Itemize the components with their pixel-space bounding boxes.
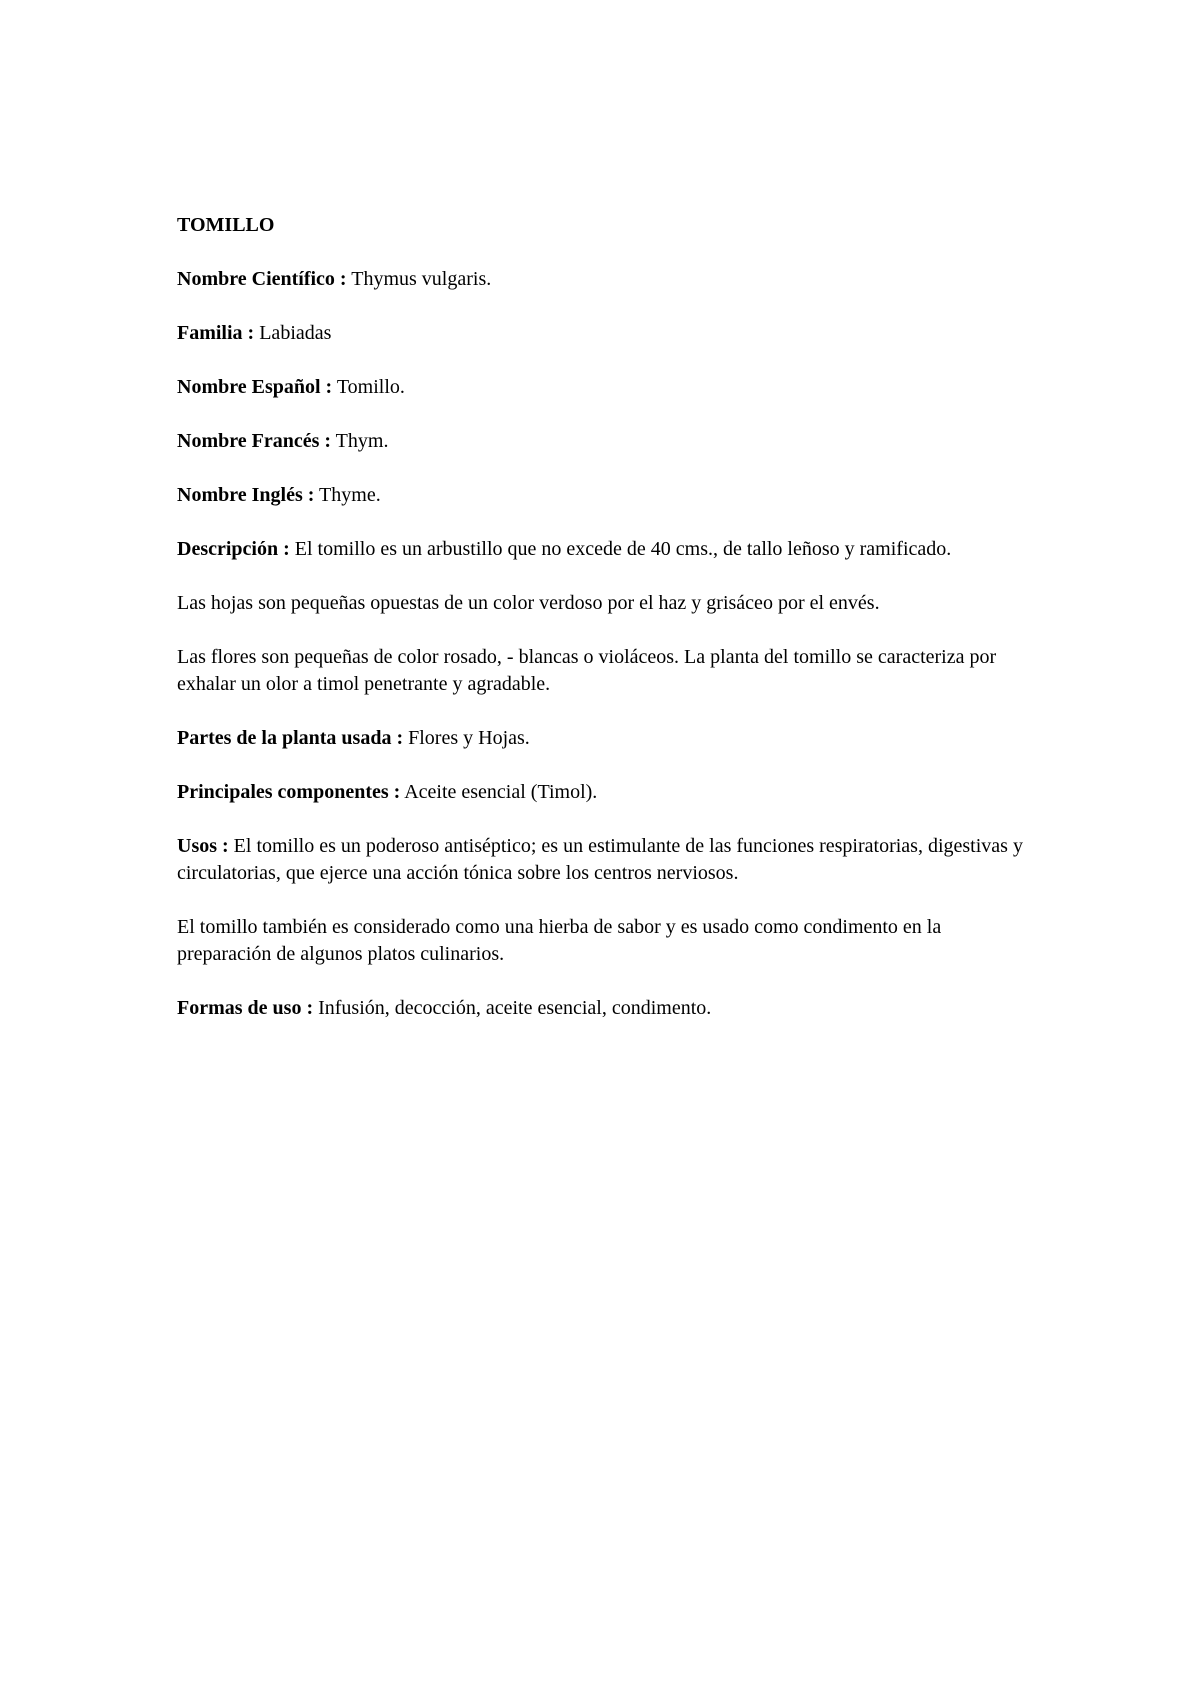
- field-label: Principales componentes :: [177, 781, 401, 803]
- field-parts-used: [177, 725, 1037, 752]
- field-value: Labiadas: [254, 322, 332, 344]
- field-value: Aceite esencial (Timol).: [400, 781, 598, 803]
- field-french-name: [177, 428, 1037, 455]
- document-page: [177, 212, 1037, 1049]
- field-description: [177, 536, 1037, 563]
- field-value: Tomillo.: [332, 376, 405, 398]
- field-label: Usos :: [177, 835, 229, 857]
- field-scientific-name: [177, 266, 1037, 293]
- field-forms-of-use: [177, 995, 1037, 1022]
- field-main-components: [177, 779, 1037, 806]
- field-value: Thymus vulgaris.: [346, 268, 492, 290]
- description-paragraph-flowers: Las flores son pequeñas de color rosado, - blancas o violáceos. La planta del tomillo se caracteriza por exhalar un olor a timol penetrante y agradable.: [177, 646, 997, 695]
- field-value: Infusión, decocción, aceite esencial, condimento.: [313, 997, 712, 1019]
- field-label: Nombre Científico :: [177, 268, 347, 290]
- uses-paragraph-flavor: El tomillo también es considerado como una hierba de sabor y es usado como condimento en la preparación de algunos platos culinarios.: [177, 916, 942, 965]
- field-label: Nombre Español :: [177, 376, 333, 398]
- field-label: Partes de la planta usada :: [177, 727, 404, 749]
- field-value: El tomillo es un poderoso antiséptico; es un estimulante de las funciones respiratorias, digestivas y circulatorias, que ejerce una acción tónica sobre los centros nerviosos.: [177, 835, 1023, 884]
- field-spanish-name: [177, 374, 1037, 401]
- field-label: Nombre Francés :: [177, 430, 332, 452]
- field-label: Formas de uso :: [177, 997, 314, 1019]
- field-value: Thym.: [331, 430, 389, 452]
- field-value: Flores y Hojas.: [403, 727, 530, 749]
- field-label: Descripción :: [177, 538, 290, 560]
- field-family: [177, 320, 1037, 347]
- document-title: TOMILLO: [177, 214, 275, 236]
- field-english-name: [177, 482, 1037, 509]
- field-uses: [177, 833, 1037, 887]
- field-label: Nombre Inglés :: [177, 484, 315, 506]
- description-paragraph-leaves: Las hojas son pequeñas opuestas de un color verdoso por el haz y grisáceo por el envés.: [177, 592, 880, 614]
- field-value: El tomillo es un arbustillo que no excede de 40 cms., de tallo leñoso y ramificado.: [289, 538, 952, 560]
- field-label: Familia :: [177, 322, 255, 344]
- field-value: Thyme.: [314, 484, 381, 506]
